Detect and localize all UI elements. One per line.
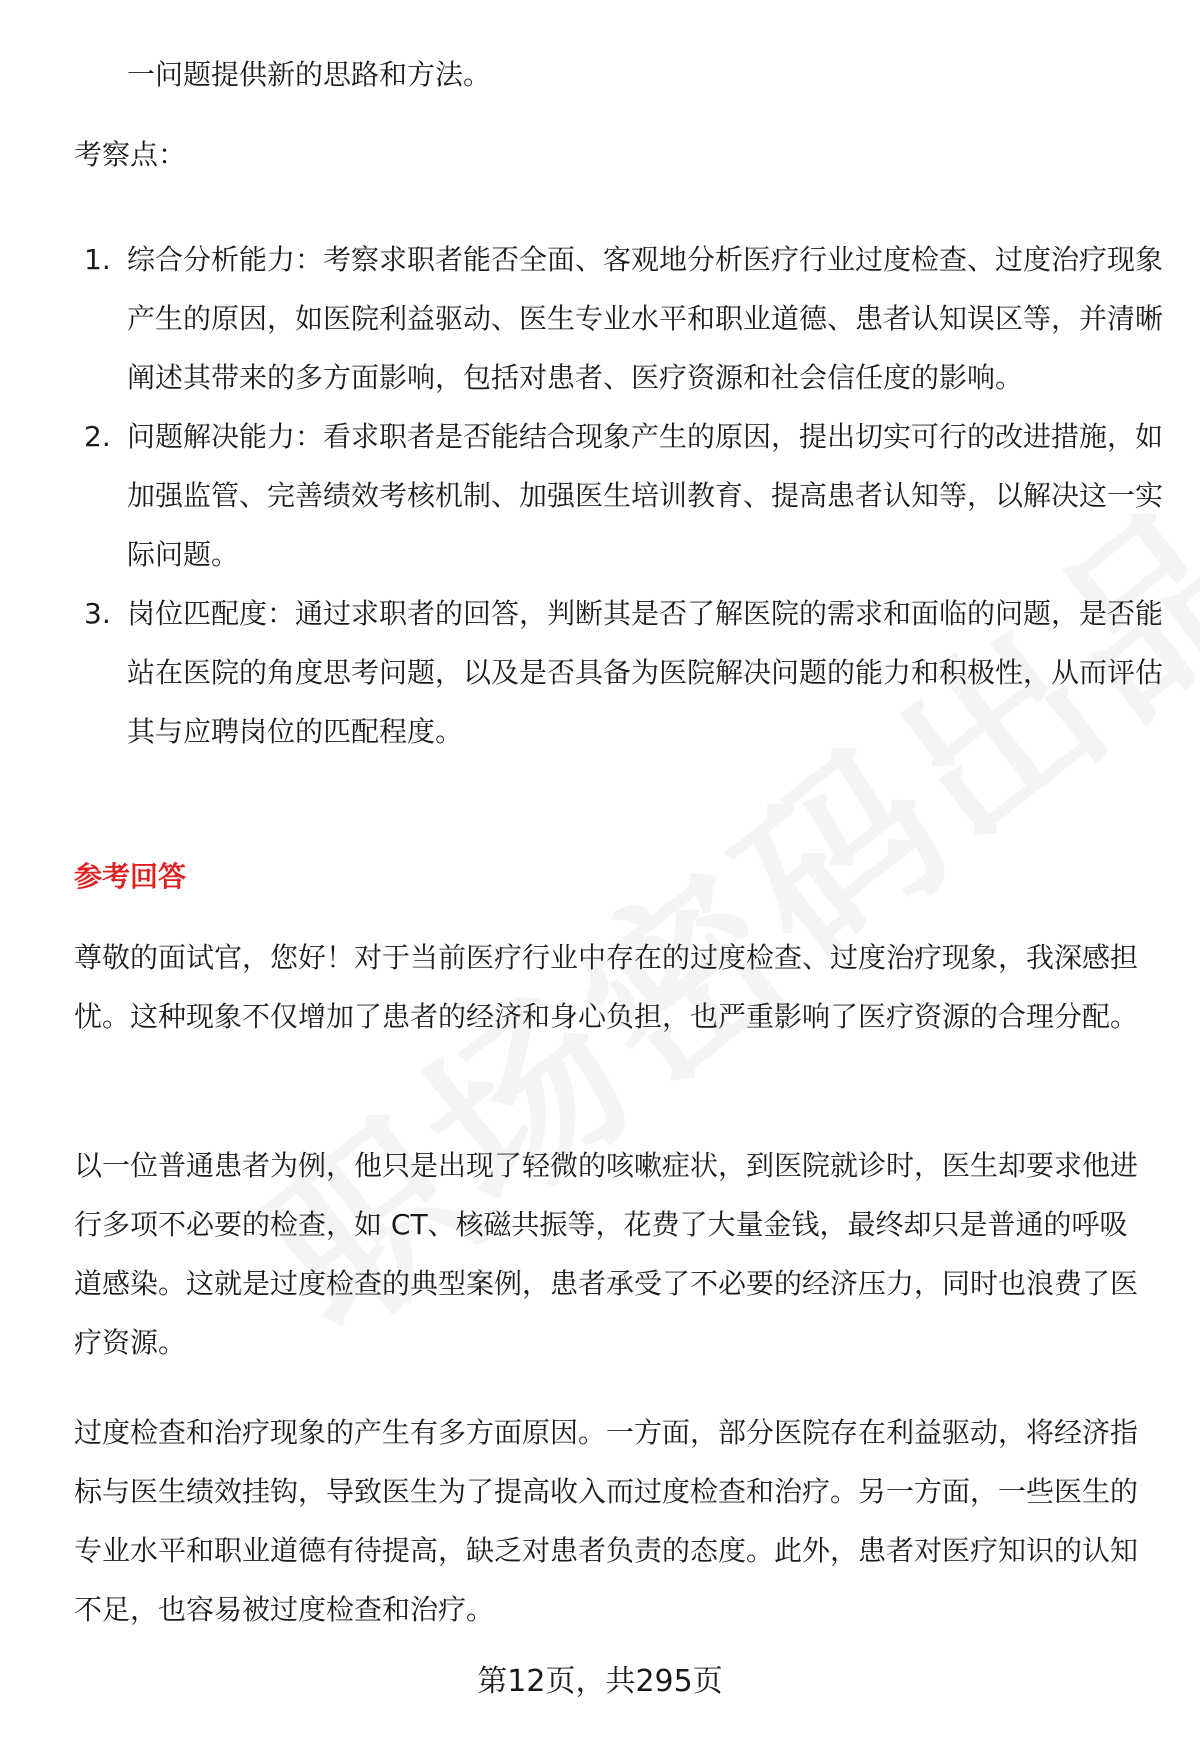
list-item-text: 综合分析能力：考察求职者能否全面、客观地分析医疗行业过度检查、过度治疗现象产生的原因，如医院利益驱动、医生专业水平和职业道德、患者认知误区等，并清晰阐述其带来的多方面影响，包括对患者、医疗资源和社会信任度的影响。 — [127, 243, 1164, 394]
points-list — [74, 230, 1164, 761]
points-label: 考察点： — [74, 138, 187, 171]
list-item-number: 3. — [84, 597, 111, 630]
list-item-number: 1. — [84, 243, 111, 276]
list-item-text: 岗位匹配度：通过求职者的回答，判断其是否了解医院的需求和面临的问题，是否能站在医院的角度思考问题，以及是否具备为医院解决问题的能力和积极性，从而评估其与应聘岗位的匹配程度。 — [127, 597, 1164, 748]
answer-paragraph: 过度检查和治疗现象的产生有多方面原因。一方面，部分医院存在利益驱动，将经济指标与医生绩效挂钩，导致医生为了提高收入而过度检查和治疗。另一方面，一些医生的专业水平和职业道德有待提高，缺乏对患者负责的态度。此外，患者对医疗知识的认知不足，也容易被过度检查和治疗。 — [74, 1416, 1139, 1626]
answer-paragraph: 尊敬的面试官，您好！对于当前医疗行业中存在的过度检查、过度治疗现象，我深感担忧。这种现象不仅增加了患者的经济和身心负担，也严重影响了医疗资源的合理分配。 — [74, 941, 1139, 1033]
answer-paragraph: 以一位普通患者为例，他只是出现了轻微的咳嗽症状，到医院就诊时，医生却要求他进行多项不必要的检查，如 CT、核磁共振等，花费了大量金钱，最终却只是普通的呼吸道感染。这就是过度检查的典型案例，患者承受了不必要的经济压力，同时也浪费了医疗资源。 — [74, 1149, 1139, 1359]
list-item-number: 2. — [84, 420, 111, 453]
list-item-text: 问题解决能力：看求职者是否能结合现象产生的原因，提出切实可行的改进措施，如加强监管、完善绩效考核机制、加强医生培训教育、提高患者认知等，以解决这一实际问题。 — [127, 420, 1164, 571]
list-item — [74, 407, 1164, 584]
list-item — [74, 230, 1164, 407]
list-item — [74, 584, 1164, 761]
answer-heading: 参考回答 — [74, 860, 187, 893]
continuation-text: 一问题提供新的思路和方法。 — [127, 58, 492, 91]
page-number: 第12页，共295页 — [477, 1664, 723, 1699]
